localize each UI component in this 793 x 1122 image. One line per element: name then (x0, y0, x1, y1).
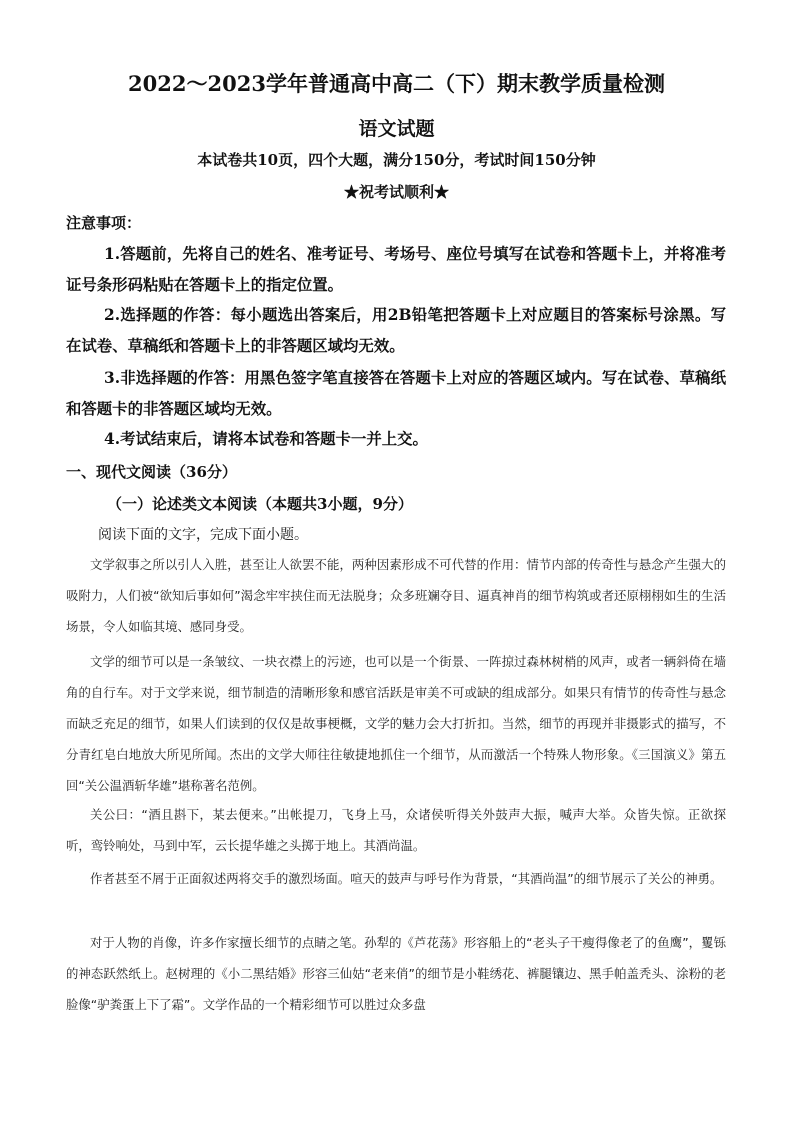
exam-info: 本试卷共10页，四个大题，满分150分，考试时间150分钟 (197, 151, 596, 169)
passage-paragraph (66, 799, 726, 861)
paragraph-text: 关公曰：“酒且斟下，某去便来。”出帐提刀，飞身上马，众诸侯听得关外鼓声大振，喊声大举。众皆失惊。正欲探听，鸾铃响处，马到中军，云长提华雄之头掷于地上。其酒尚温。 (66, 807, 726, 853)
reading-instruction: 阅读下面的文字，完成下面小题。 (98, 527, 308, 543)
paragraph-text: 文学的细节可以是一条皱纹、一块衣襟上的污迹，也可以是一个街景、一阵掠过森林树梢的风声，或者一辆斜倚在墙角的自行车。对于文学来说，细节制造的清晰形象和感官活跃是审美不可或缺的组成部分。如果只有情节的传奇性与悬念而缺乏充足的细节，如果人们读到的仅仅是故事梗概，文学的魅力会大打折扣。当然，细节的再现并非摄影式的描写，不分青红皂白地放大所见所闻。杰出的文学大师往往敏捷地抓住一个细节，从而激活一个特殊人物形象。《三国演义》第五回“关公温酒斩华雄”堪称著名范例。 (66, 654, 726, 793)
notice-item (66, 363, 726, 425)
notice-item-text: 4.考试结束后，请将本试卷和答题卡一并上交。 (104, 430, 428, 448)
passage-paragraph (66, 863, 726, 894)
notice-heading: 注意事项： (66, 214, 142, 232)
subsection-heading: （一）论述类文本阅读（本题共3小题，9分） (107, 495, 413, 513)
notice-item-text: 2.选择题的作答：每小题选出答案后，用2B铅笔把答题卡上对应题目的答案标号涂黑。写在试卷、草稿纸和答题卡上的非答题区域均无效。 (66, 306, 726, 355)
passage-paragraph (66, 549, 726, 642)
subject-title: 语文试题 (358, 118, 435, 140)
notice-item (66, 239, 726, 301)
paragraph-text: 文学叙事之所以引人入胜，甚至让人欲罢不能，两种因素形成不可代替的作用：情节内部的传奇性与悬念产生强大的吸附力，人们被“欲知后事如何”渴念牢牢挟住而无法脱身；众多班斓夺目、逼真神肖的细节构筑或者还原栩栩如生的生活场景，令人如临其境、感同身受。 (66, 557, 726, 634)
good-luck-line: ★祝考试顺利★ (343, 183, 449, 201)
paragraph-text: 作者甚至不屑于正面叙述两将交手的激烈场面。喧天的鼓声与呼号作为背景，“其酒尚温”的细节展示了关公的神勇。 (90, 871, 723, 886)
exam-title: 2022～2023学年普通高中高二（下）期末教学质量检测 (128, 71, 665, 96)
paragraph-text: 对于人物的肖像，许多作家擅长细节的点睛之笔。孙犁的《芦花荡》形容船上的“老头子干瘦得像老了的鱼鹰”，矍铄的神态跃然纸上。赵树理的《小二黑结婚》形容三仙姑“老来俏”的细节是小鞋绣花、裤腿镶边、黑手帕盖秃头、涂粉的老脸像“驴粪蛋上下了霜”。文学作品的一个精彩细节可以胜过众多盘 (66, 935, 726, 1012)
section-heading: 一、现代文阅读（36分） (66, 463, 237, 481)
passage-paragraph (66, 646, 726, 801)
notice-item-text: 3.非选择题的作答：用黑色签字笔直接答在答题卡上对应的答题区域内。写在试卷、草稿纸和答题卡的非答题区域均无效。 (66, 369, 726, 418)
notice-item-text: 1.答题前，先将自己的姓名、准考证号、考场号、座位号填写在试卷和答题卡上，并将准考证号条形码粘贴在答题卡上的指定位置。 (66, 245, 726, 294)
passage-paragraph (66, 927, 726, 1020)
notice-item (66, 424, 726, 455)
notice-item (66, 300, 726, 362)
